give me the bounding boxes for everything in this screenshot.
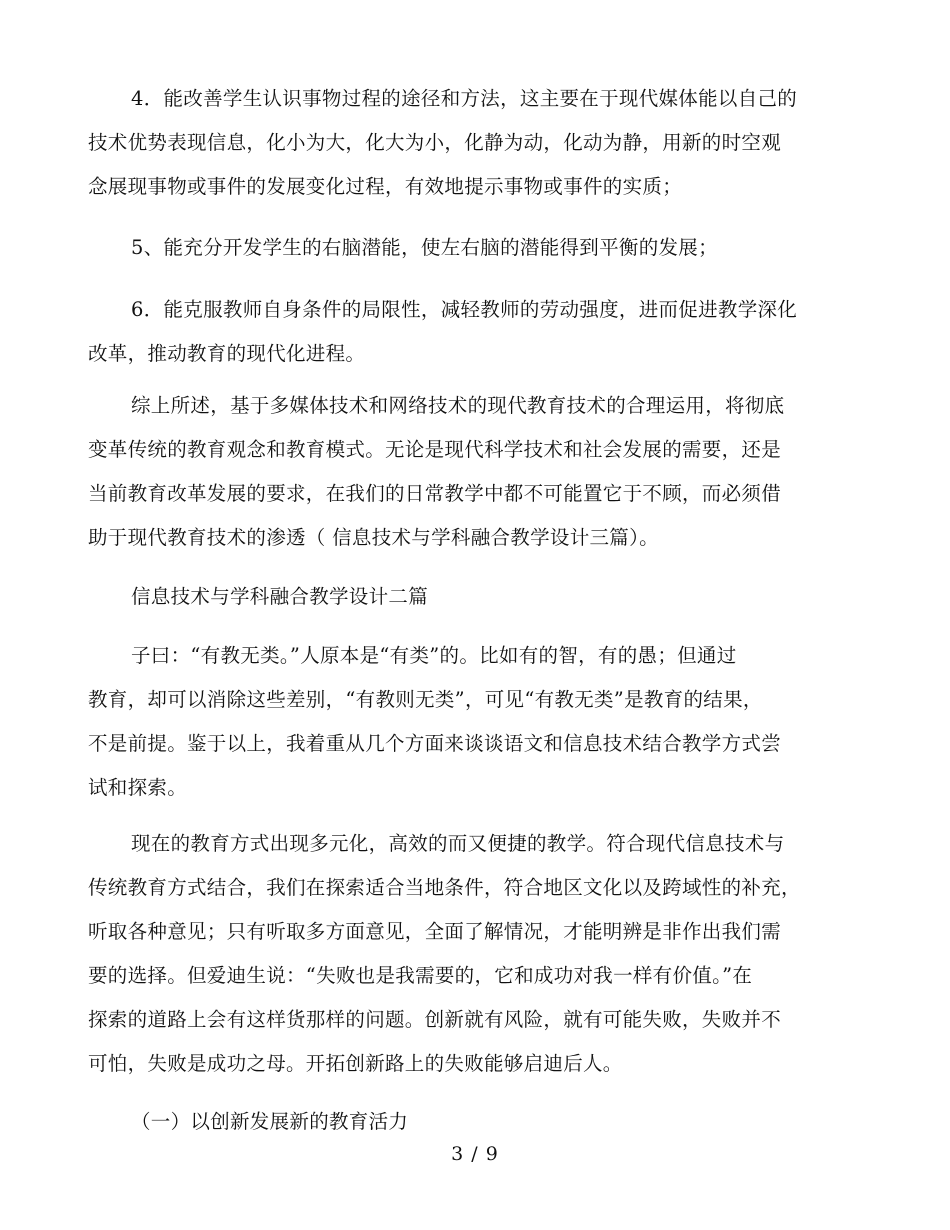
paragraph-item-4 — [88, 77, 868, 209]
text-line: 技术优势表现信息，化小为大，化大为小，化静为动，化动为静，用新的时空观 — [88, 131, 782, 154]
text-line: 试和探索。 — [88, 776, 188, 799]
text-line: 综上所述，基于多媒体技术和网络技术的现代教育技术的合理运用，将彻底 — [131, 394, 785, 417]
text-line: 改革，推动教育的现代化进程。 — [88, 342, 366, 365]
text-line: 信息技术与学科融合教学设计二篇 — [131, 585, 429, 608]
paragraph-education-methods — [88, 822, 868, 1086]
text-line: 子曰：“有教无类。”人原本是“有类”的。比如有的智，有的愚；但通过 — [131, 644, 737, 667]
subsection-heading — [88, 1100, 868, 1144]
text-line: 4．能改善学生认识事物过程的途径和方法，这主要在于现代媒体能以自己的 — [131, 87, 798, 110]
text-line: 传统教育方式结合，我们在探索适合当地条件，符合地区文化以及跨域性的补充， — [88, 876, 801, 899]
text-line: 可怕，失败是成功之母。开拓创新路上的失败能够启迪后人。 — [88, 1052, 623, 1075]
paragraph-item-5 — [88, 226, 868, 270]
paragraph-confucius — [88, 634, 868, 810]
text-line: 当前教育改革发展的要求，在我们的日常教学中都不可能置它于不顾，而必须借 — [88, 482, 782, 505]
text-line: 助于现代教育技术的渗透（ 信息技术与学科融合教学设计三篇）。 — [88, 526, 659, 549]
text-line: 探索的道路上会有这样货那样的问题。创新就有风险，就有可能失败，失败并不 — [88, 1008, 782, 1031]
text-line: （一）以创新发展新的教育活力 — [131, 1110, 409, 1133]
text-line: 现在的教育方式出现多元化，高效的而又便捷的教学。符合现代信息技术与 — [131, 832, 785, 855]
section-heading — [88, 575, 868, 619]
text-line: 不是前提。鉴于以上，我着重从几个方面来谈谈语文和信息技术结合教学方式尝 — [88, 732, 782, 755]
paragraph-item-6 — [88, 288, 868, 376]
text-line: 5、能充分开发学生的右脑潜能，使左右脑的潜能得到平衡的发展； — [131, 236, 718, 259]
text-line: 念展现事物或事件的发展变化过程，有效地提示事物或事件的实质； — [88, 175, 683, 198]
text-line: 要的选择。但爱迪生说：“失败也是我需要的，它和成功对我一样有价值。”在 — [88, 964, 753, 987]
paragraph-summary — [88, 384, 868, 560]
page-number: 3 / 9 — [451, 1143, 499, 1165]
text-line: 教育，却可以消除这些差别，“有教则无类”，可见“有教无类”是教育的结果， — [88, 688, 763, 711]
text-line: 变革传统的教育观念和教育模式。无论是现代科学技术和社会发展的需要，还是 — [88, 438, 782, 461]
text-line: 6．能克服教师自身条件的局限性，减轻教师的劳动强度，进而促进教学深化 — [131, 298, 798, 321]
text-line: 听取各种意见；只有听取多方面意见，全面了解情况，才能明辨是非作出我们需 — [88, 920, 782, 943]
